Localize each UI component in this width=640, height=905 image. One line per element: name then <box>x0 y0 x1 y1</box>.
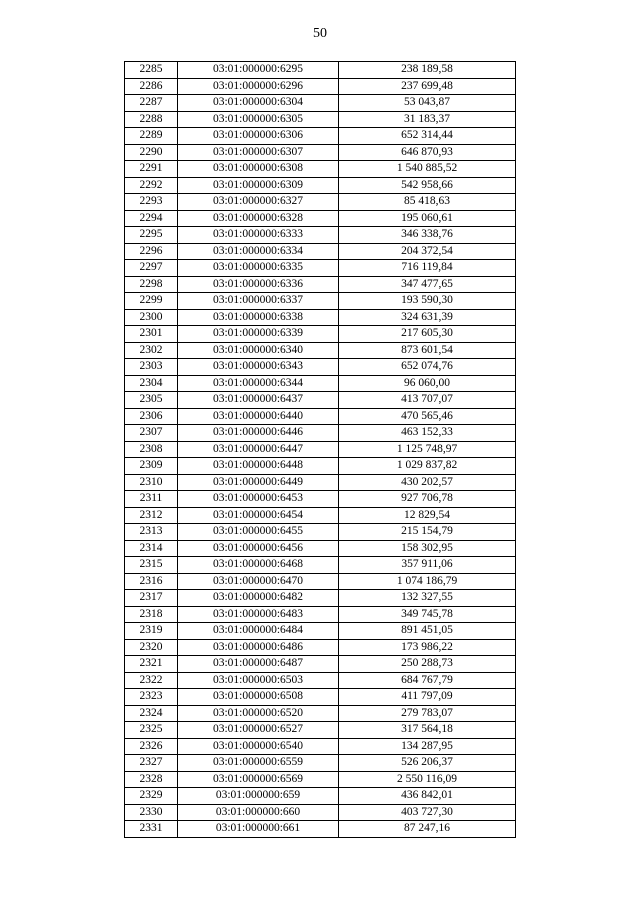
cadastral-number-cell: 03:01:000000:6305 <box>178 111 339 128</box>
cadastral-number-cell: 03:01:000000:6520 <box>178 705 339 722</box>
row-number-cell: 2304 <box>125 375 178 392</box>
value-cell: 217 605,30 <box>339 326 516 343</box>
value-cell: 324 631,39 <box>339 309 516 326</box>
row-number-cell: 2319 <box>125 623 178 640</box>
value-cell: 237 699,48 <box>339 78 516 95</box>
value-cell: 250 288,73 <box>339 656 516 673</box>
cadastral-number-cell: 03:01:000000:6440 <box>178 408 339 425</box>
table-row <box>125 491 516 508</box>
row-number-cell: 2293 <box>125 194 178 211</box>
row-number-cell: 2320 <box>125 639 178 656</box>
table-row <box>125 804 516 821</box>
row-number-cell: 2290 <box>125 144 178 161</box>
value-cell: 1 074 186,79 <box>339 573 516 590</box>
cadastral-number-cell: 03:01:000000:6437 <box>178 392 339 409</box>
cadastral-number-cell: 03:01:000000:6340 <box>178 342 339 359</box>
value-cell: 463 152,33 <box>339 425 516 442</box>
table-row <box>125 408 516 425</box>
cadastral-number-cell: 03:01:000000:6540 <box>178 738 339 755</box>
row-number-cell: 2310 <box>125 474 178 491</box>
cadastral-number-cell: 03:01:000000:6327 <box>178 194 339 211</box>
cadastral-number-cell: 03:01:000000:6448 <box>178 458 339 475</box>
cadastral-number-cell: 03:01:000000:6483 <box>178 606 339 623</box>
value-cell: 436 842,01 <box>339 788 516 805</box>
value-cell: 1 029 837,82 <box>339 458 516 475</box>
cadastral-number-cell: 03:01:000000:6343 <box>178 359 339 376</box>
cadastral-number-cell: 03:01:000000:6455 <box>178 524 339 541</box>
table-row <box>125 788 516 805</box>
row-number-cell: 2322 <box>125 672 178 689</box>
value-cell: 873 601,54 <box>339 342 516 359</box>
cadastral-number-cell: 03:01:000000:6335 <box>178 260 339 277</box>
value-cell: 413 707,07 <box>339 392 516 409</box>
page-number: 50 <box>313 26 327 41</box>
cadastral-value-table <box>124 61 516 838</box>
value-cell: 279 783,07 <box>339 705 516 722</box>
table-row <box>125 573 516 590</box>
row-number-cell: 2329 <box>125 788 178 805</box>
cadastral-number-cell: 03:01:000000:6527 <box>178 722 339 739</box>
table-row <box>125 359 516 376</box>
table-row <box>125 144 516 161</box>
row-number-cell: 2308 <box>125 441 178 458</box>
cadastral-number-cell: 03:01:000000:6454 <box>178 507 339 524</box>
value-cell: 134 287,95 <box>339 738 516 755</box>
table-row <box>125 771 516 788</box>
cadastral-number-cell: 03:01:000000:6309 <box>178 177 339 194</box>
table-row <box>125 441 516 458</box>
value-cell: 411 797,09 <box>339 689 516 706</box>
value-cell: 195 060,61 <box>339 210 516 227</box>
cadastral-number-cell: 03:01:000000:6307 <box>178 144 339 161</box>
value-cell: 716 119,84 <box>339 260 516 277</box>
cadastral-number-cell: 03:01:000000:6339 <box>178 326 339 343</box>
cadastral-number-cell: 03:01:000000:6337 <box>178 293 339 310</box>
row-number-cell: 2324 <box>125 705 178 722</box>
cadastral-number-cell: 03:01:000000:6559 <box>178 755 339 772</box>
table-row <box>125 606 516 623</box>
row-number-cell: 2311 <box>125 491 178 508</box>
cadastral-number-cell: 03:01:000000:659 <box>178 788 339 805</box>
cadastral-number-cell: 03:01:000000:6295 <box>178 62 339 79</box>
value-cell: 2 550 116,09 <box>339 771 516 788</box>
table-row <box>125 161 516 178</box>
table-row <box>125 722 516 739</box>
table-row <box>125 95 516 112</box>
value-cell: 1 125 748,97 <box>339 441 516 458</box>
value-cell: 646 870,93 <box>339 144 516 161</box>
table-row <box>125 62 516 79</box>
value-cell: 31 183,37 <box>339 111 516 128</box>
table-row <box>125 309 516 326</box>
table-row <box>125 276 516 293</box>
value-cell: 193 590,30 <box>339 293 516 310</box>
cadastral-number-cell: 03:01:000000:660 <box>178 804 339 821</box>
table-row <box>125 705 516 722</box>
value-cell: 526 206,37 <box>339 755 516 772</box>
row-number-cell: 2312 <box>125 507 178 524</box>
cadastral-number-cell: 03:01:000000:6334 <box>178 243 339 260</box>
cadastral-number-cell: 03:01:000000:6486 <box>178 639 339 656</box>
row-number-cell: 2331 <box>125 821 178 838</box>
table-row <box>125 656 516 673</box>
value-cell: 53 043,87 <box>339 95 516 112</box>
row-number-cell: 2296 <box>125 243 178 260</box>
table-row <box>125 78 516 95</box>
row-number-cell: 2317 <box>125 590 178 607</box>
value-cell: 684 767,79 <box>339 672 516 689</box>
value-cell: 173 986,22 <box>339 639 516 656</box>
value-cell: 346 338,76 <box>339 227 516 244</box>
row-number-cell: 2288 <box>125 111 178 128</box>
row-number-cell: 2313 <box>125 524 178 541</box>
value-cell: 347 477,65 <box>339 276 516 293</box>
row-number-cell: 2306 <box>125 408 178 425</box>
row-number-cell: 2299 <box>125 293 178 310</box>
cadastral-number-cell: 03:01:000000:6482 <box>178 590 339 607</box>
table-row <box>125 540 516 557</box>
table-row <box>125 243 516 260</box>
table-row <box>125 623 516 640</box>
table-row <box>125 738 516 755</box>
row-number-cell: 2326 <box>125 738 178 755</box>
table-body <box>125 62 516 838</box>
cadastral-number-cell: 03:01:000000:6304 <box>178 95 339 112</box>
cadastral-number-cell: 03:01:000000:6336 <box>178 276 339 293</box>
value-cell: 158 302,95 <box>339 540 516 557</box>
table-row <box>125 755 516 772</box>
row-number-cell: 2285 <box>125 62 178 79</box>
cadastral-number-cell: 03:01:000000:6470 <box>178 573 339 590</box>
table-row <box>125 227 516 244</box>
row-number-cell: 2291 <box>125 161 178 178</box>
cadastral-number-cell: 03:01:000000:6449 <box>178 474 339 491</box>
row-number-cell: 2303 <box>125 359 178 376</box>
cadastral-number-cell: 03:01:000000:6344 <box>178 375 339 392</box>
table-row <box>125 194 516 211</box>
cadastral-number-cell: 03:01:000000:6508 <box>178 689 339 706</box>
row-number-cell: 2325 <box>125 722 178 739</box>
row-number-cell: 2330 <box>125 804 178 821</box>
row-number-cell: 2297 <box>125 260 178 277</box>
table-row <box>125 639 516 656</box>
row-number-cell: 2321 <box>125 656 178 673</box>
value-cell: 238 189,58 <box>339 62 516 79</box>
value-cell: 85 418,63 <box>339 194 516 211</box>
value-cell: 1 540 885,52 <box>339 161 516 178</box>
row-number-cell: 2323 <box>125 689 178 706</box>
row-number-cell: 2295 <box>125 227 178 244</box>
cadastral-number-cell: 03:01:000000:6306 <box>178 128 339 145</box>
table-row <box>125 689 516 706</box>
cadastral-number-cell: 03:01:000000:6296 <box>178 78 339 95</box>
table-row <box>125 342 516 359</box>
table-row <box>125 821 516 838</box>
table-row <box>125 177 516 194</box>
table-row <box>125 210 516 227</box>
value-cell: 215 154,79 <box>339 524 516 541</box>
table-row <box>125 672 516 689</box>
row-number-cell: 2289 <box>125 128 178 145</box>
row-number-cell: 2300 <box>125 309 178 326</box>
cadastral-number-cell: 03:01:000000:6487 <box>178 656 339 673</box>
value-cell: 542 958,66 <box>339 177 516 194</box>
table-row <box>125 524 516 541</box>
row-number-cell: 2327 <box>125 755 178 772</box>
row-number-cell: 2307 <box>125 425 178 442</box>
table-row <box>125 260 516 277</box>
row-number-cell: 2309 <box>125 458 178 475</box>
cadastral-number-cell: 03:01:000000:6468 <box>178 557 339 574</box>
value-cell: 927 706,78 <box>339 491 516 508</box>
cadastral-number-cell: 03:01:000000:6328 <box>178 210 339 227</box>
cadastral-number-cell: 03:01:000000:6446 <box>178 425 339 442</box>
table-row <box>125 425 516 442</box>
value-cell: 652 314,44 <box>339 128 516 145</box>
row-number-cell: 2298 <box>125 276 178 293</box>
value-cell: 430 202,57 <box>339 474 516 491</box>
row-number-cell: 2286 <box>125 78 178 95</box>
row-number-cell: 2316 <box>125 573 178 590</box>
row-number-cell: 2302 <box>125 342 178 359</box>
row-number-cell: 2328 <box>125 771 178 788</box>
value-cell: 891 451,05 <box>339 623 516 640</box>
row-number-cell: 2315 <box>125 557 178 574</box>
table-row <box>125 590 516 607</box>
table-row <box>125 111 516 128</box>
value-cell: 96 060,00 <box>339 375 516 392</box>
value-cell: 87 247,16 <box>339 821 516 838</box>
table-row <box>125 507 516 524</box>
table-row <box>125 326 516 343</box>
value-cell: 132 327,55 <box>339 590 516 607</box>
row-number-cell: 2318 <box>125 606 178 623</box>
table-row <box>125 458 516 475</box>
table-row <box>125 557 516 574</box>
cadastral-number-cell: 03:01:000000:6447 <box>178 441 339 458</box>
row-number-cell: 2314 <box>125 540 178 557</box>
cadastral-number-cell: 03:01:000000:6503 <box>178 672 339 689</box>
cadastral-number-cell: 03:01:000000:6333 <box>178 227 339 244</box>
row-number-cell: 2287 <box>125 95 178 112</box>
value-cell: 12 829,54 <box>339 507 516 524</box>
row-number-cell: 2294 <box>125 210 178 227</box>
row-number-cell: 2292 <box>125 177 178 194</box>
cadastral-number-cell: 03:01:000000:6456 <box>178 540 339 557</box>
table-row <box>125 474 516 491</box>
table-row <box>125 392 516 409</box>
cadastral-number-cell: 03:01:000000:6569 <box>178 771 339 788</box>
cadastral-number-cell: 03:01:000000:6308 <box>178 161 339 178</box>
value-cell: 317 564,18 <box>339 722 516 739</box>
table-row <box>125 293 516 310</box>
value-cell: 349 745,78 <box>339 606 516 623</box>
value-cell: 357 911,06 <box>339 557 516 574</box>
table-row <box>125 128 516 145</box>
cadastral-number-cell: 03:01:000000:6484 <box>178 623 339 640</box>
row-number-cell: 2305 <box>125 392 178 409</box>
cadastral-number-cell: 03:01:000000:6338 <box>178 309 339 326</box>
value-cell: 403 727,30 <box>339 804 516 821</box>
value-cell: 652 074,76 <box>339 359 516 376</box>
value-cell: 204 372,54 <box>339 243 516 260</box>
value-cell: 470 565,46 <box>339 408 516 425</box>
row-number-cell: 2301 <box>125 326 178 343</box>
table-row <box>125 375 516 392</box>
cadastral-number-cell: 03:01:000000:661 <box>178 821 339 838</box>
cadastral-number-cell: 03:01:000000:6453 <box>178 491 339 508</box>
